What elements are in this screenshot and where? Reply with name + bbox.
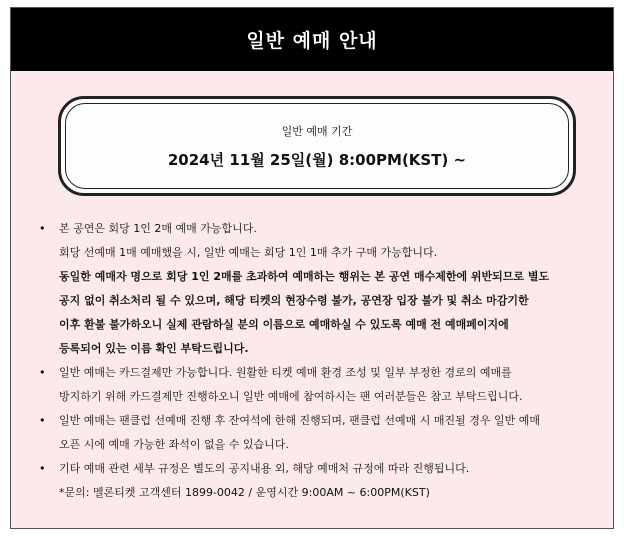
notice-panel [10,7,614,529]
sale-period-box [58,96,576,196]
notice-line: 본 공연은 회당 1인 2매 예매 가능합니다. [59,222,257,235]
bullet-icon: • [39,462,46,475]
bullet-icon: • [39,414,46,427]
sale-period-inner-frame [65,103,569,189]
notice-item [39,457,599,505]
notice-line: *문의: 멜론티켓 고객센터 1899-0042 / 운영시간 9:00AM ~ 6:00PM(KST) [59,486,430,499]
notice-header [11,8,613,71]
notice-line: 동일한 예매자 명으로 회당 1인 2매를 초과하여 예매하는 행위는 본 공연 매수제한에 위반되므로 별도 [59,270,550,283]
bullet-icon: • [39,366,46,379]
notice-item [39,409,599,457]
notice-line: 일반 예매는 카드결제만 가능합니다. 원활한 티켓 예매 환경 조성 및 일부 부정한 경로의 예매를 [59,366,512,379]
notice-item [39,217,599,361]
notice-line: 회당 선예매 1매 예매했을 시, 일반 예매는 회당 1인 1매 추가 구매 가능합니다. [59,246,438,259]
sale-period-label: 일반 예매 기간 [281,124,353,138]
notice-line: 일반 예매는 팬클럽 선예매 진행 후 잔여석에 한해 진행되며, 팬클럽 선예매 시 매진될 경우 일반 예매 [59,414,540,427]
notice-line: 오픈 시에 예매 가능한 좌석이 없을 수 있습니다. [59,438,289,451]
notice-title: 일반 예매 안내 [246,30,378,52]
notice-line: 이후 환불 불가하오니 실제 관람하실 분의 이름으로 예매하실 수 있도록 예매 전 예매페이지에 [59,318,509,331]
notice-line: 방지하기 위해 카드결제만 진행하오니 일반 예매에 참여하시는 팬 여러분들은 참고 부탁드립니다. [59,390,523,403]
notice-list [39,217,599,505]
bullet-icon: • [39,222,46,235]
notice-line: 기타 예매 관련 세부 규정은 별도의 공지내용 외, 해당 예매처 규정에 따라 진행됩니다. [59,462,470,475]
notice-line: 등록되어 있는 이름 확인 부탁드립니다. [59,342,249,355]
notice-line: 공지 없이 취소처리 될 수 있으며, 해당 티켓의 현장수령 불가, 공연장 입장 불가 및 취소 마감기한 [59,294,529,307]
notice-item [39,361,599,409]
sale-period-date: 2024년 11월 25일(월) 8:00PM(KST) ~ [167,150,467,169]
